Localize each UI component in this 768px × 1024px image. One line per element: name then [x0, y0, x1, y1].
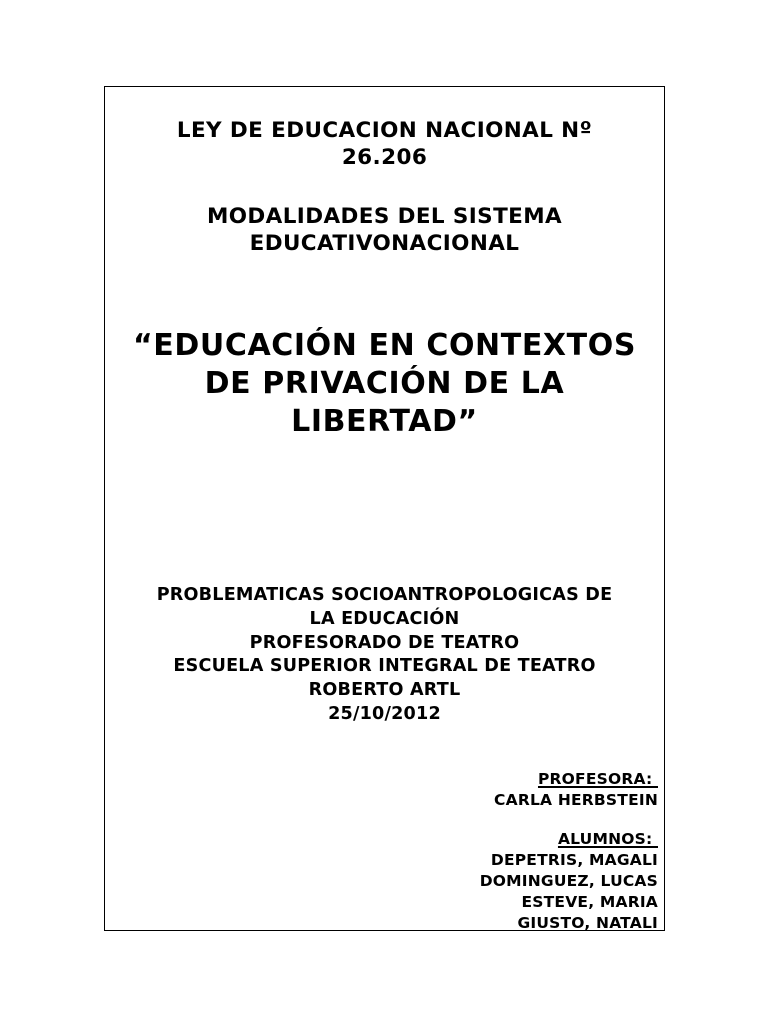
course-info [105, 584, 664, 727]
professor-section [494, 769, 658, 811]
modalities-heading-line-1: MODALIDADES DEL SISTEMA [206, 204, 563, 229]
law-heading-line-1: LEY DE EDUCACION NACIONAL Nº [176, 118, 593, 143]
document-title-line-1: “EDUCACIÓN EN CONTEXTOS [132, 328, 637, 363]
course-line-1: PROBLEMATICAS SOCIOANTROPOLOGICAS DE [156, 585, 613, 605]
course-line-4: ESCUELA SUPERIOR INTEGRAL DE TEATRO [173, 656, 596, 677]
student-name: DEPETRIS, MAGALI [490, 851, 658, 869]
modalities-heading-line-2: EDUCATIVONACIONAL [249, 231, 520, 256]
document-title [105, 327, 664, 441]
student-name: DOMINGUEZ, LUCAS [479, 872, 658, 890]
students-label: ALUMNOS: [557, 830, 658, 848]
cover-page-frame [104, 86, 665, 931]
course-date: 25/10/2012 [328, 703, 441, 724]
document-title-line-3: LIBERTAD” [291, 404, 478, 439]
professor-label: PROFESORA: [537, 770, 658, 788]
student-name: ESTEVE, MARIA [521, 893, 658, 911]
professor-name: CARLA HERBSTEIN [494, 791, 658, 809]
course-line-2: LA EDUCACIÓN [309, 608, 460, 629]
student-name: GIUSTO, NATALI [517, 914, 658, 932]
document-title-line-2: DE PRIVACIÓN DE LA [204, 366, 565, 401]
law-heading [105, 117, 664, 171]
law-heading-line-2: 26.206 [341, 145, 428, 170]
modalities-heading [105, 203, 664, 257]
students-section [480, 829, 658, 934]
course-line-3: PROFESORADO DE TEATRO [249, 632, 520, 653]
course-line-5: ROBERTO ARTL [308, 680, 461, 701]
